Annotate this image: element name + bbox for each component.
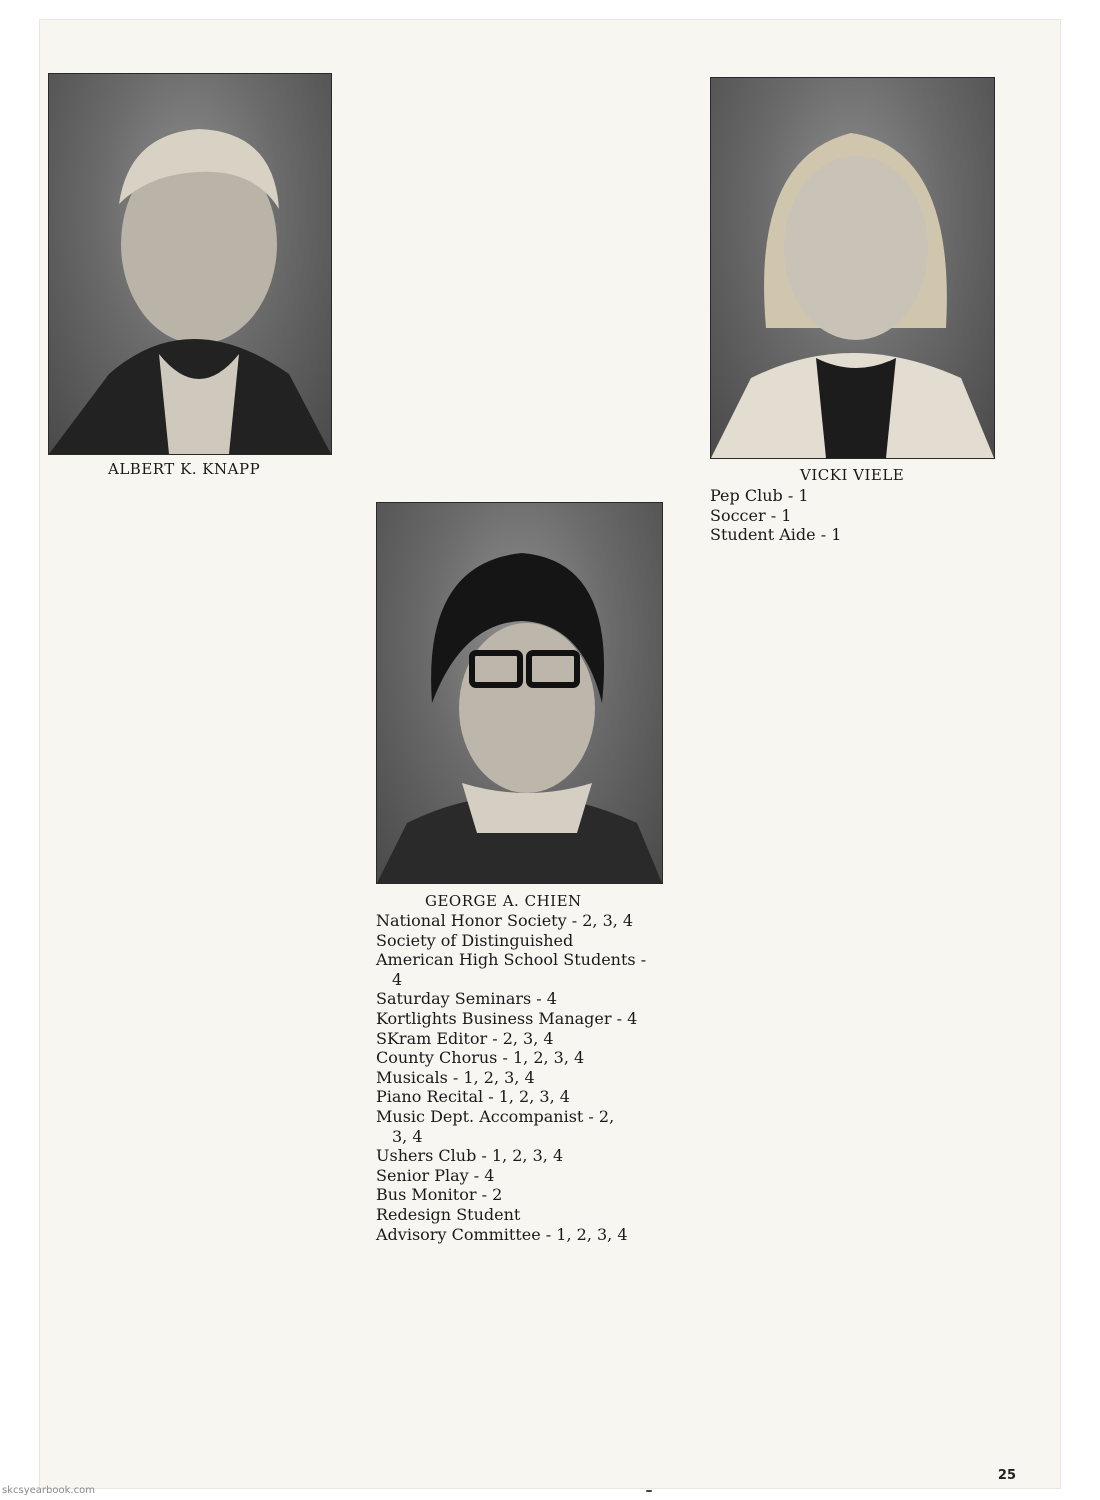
student-name-albert: ALBERT K. KNAPP (108, 460, 261, 478)
activity-item: Advisory Committee - 1, 2, 3, 4 (376, 1224, 628, 1244)
yearbook-page (40, 20, 1060, 1488)
activity-item: Saturday Seminars - 4 (376, 989, 557, 1009)
activity-item: Soccer - 1 (710, 505, 792, 525)
activity-item: Bus Monitor - 2 (376, 1185, 503, 1205)
activities-vicki (710, 486, 841, 545)
activity-item: Pep Club - 1 (710, 486, 809, 505)
activity-item: Kortlights Business Manager - 4 (376, 1008, 638, 1028)
activity-item: 3, 4 (392, 1126, 423, 1146)
page-number: 25 (997, 1468, 1016, 1483)
activities-george (376, 911, 646, 1244)
activity-item: Redesign Student (376, 1204, 521, 1224)
watermark: skcsyearbook.com (2, 1485, 95, 1496)
activity-item: 4 (392, 969, 403, 989)
student-name-vicki: VICKI VIELE (800, 466, 905, 484)
activity-item: SKram Editor - 2, 3, 4 (376, 1028, 554, 1048)
activity-item: County Chorus - 1, 2, 3, 4 (376, 1048, 585, 1068)
activity-item: Society of Distinguished (376, 930, 574, 950)
activity-item: Ushers Club - 1, 2, 3, 4 (376, 1146, 564, 1166)
activity-item: Music Dept. Accompanist - 2, (376, 1106, 615, 1126)
portrait-george-chien (376, 502, 663, 884)
activity-item: Musicals - 1, 2, 3, 4 (376, 1067, 535, 1087)
activity-item: American High School Students - (376, 950, 647, 970)
activity-item: Piano Recital - 1, 2, 3, 4 (376, 1087, 570, 1107)
activity-item: Senior Play - 4 (376, 1165, 495, 1185)
student-name-george: GEORGE A. CHIEN (425, 892, 582, 910)
portrait-albert-knapp (48, 73, 332, 455)
activity-item: Student Aide - 1 (710, 525, 842, 545)
portrait-vicki-viele (710, 77, 995, 459)
print-speck (646, 1490, 652, 1492)
activity-item: National Honor Society - 2, 3, 4 (376, 911, 634, 930)
